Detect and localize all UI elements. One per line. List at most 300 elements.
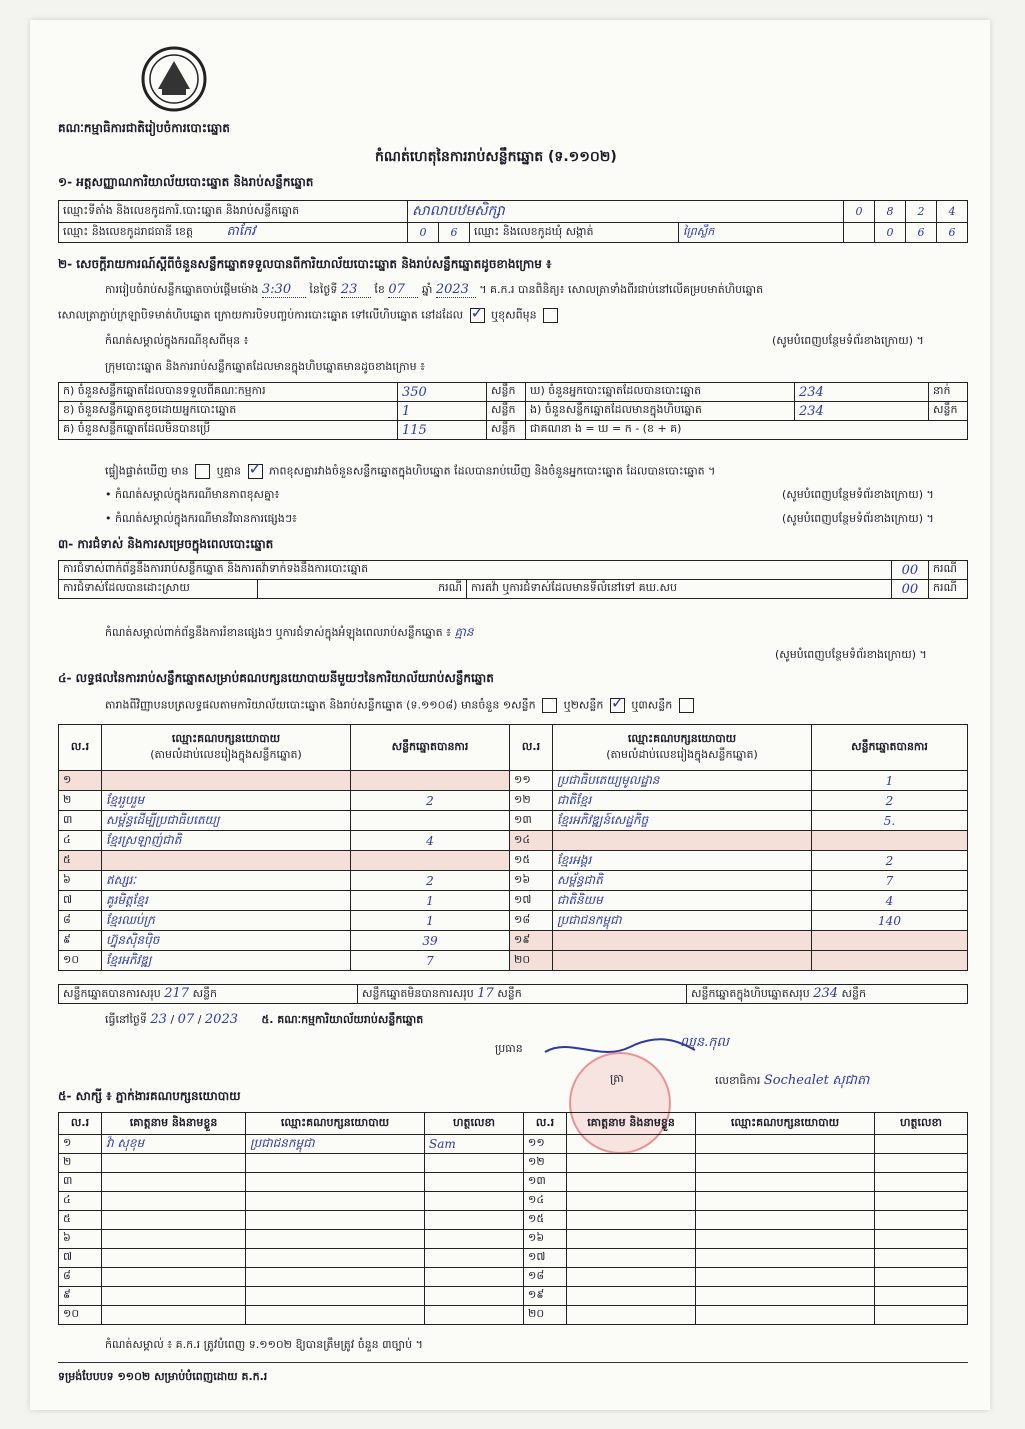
witness-no: ១១ <box>524 1135 567 1154</box>
witness-party <box>246 1287 425 1306</box>
witness-name: វ៉ា សុខុម <box>102 1135 246 1154</box>
nec-emblem-icon <box>138 45 210 113</box>
col-no: ល.រ <box>59 725 102 771</box>
witness-party <box>246 1268 425 1287</box>
diff-text: ភាពខុសគ្នារវាងចំនួនសន្លឹកឆ្នោតក្នុងហិបឆ្នោត ដែលបានរាប់ឃើញ និងចំនួនអ្នកបោះឆ្នោត ដែលបានបោះឆ្នោត ។ <box>269 464 716 478</box>
witness-empty-cell <box>696 1135 875 1154</box>
witness-name <box>102 1230 246 1249</box>
row1-code-digit: 4 <box>937 201 968 223</box>
row1-code-digit: 2 <box>906 201 937 223</box>
witness-empty-cell <box>875 1173 968 1192</box>
c-value: 115 <box>398 421 487 440</box>
footer-divider <box>58 1362 968 1363</box>
witness-col-sign-right: ហត្ថលេខា <box>875 1113 968 1135</box>
party-name: ខ្មែរអភិវឌ្ឍន៍សេដ្ឋកិច្ច <box>553 811 812 831</box>
three-sheet-checkbox[interactable] <box>679 698 694 713</box>
president-name: ឈុន.កុល <box>680 1035 729 1050</box>
party-votes: 4 <box>812 891 968 911</box>
ballot-count-table <box>58 382 968 440</box>
seal-label: ត្រា <box>610 1072 624 1085</box>
witness-signature: Sam <box>425 1135 524 1154</box>
witness-empty-cell <box>567 1192 696 1211</box>
party-votes <box>812 931 968 951</box>
form-code: ទម្រង់បែបបទ ១១០២ សម្រាប់បំពេញដោយ គ.ក.រ <box>58 1370 268 1383</box>
witness-party <box>246 1230 425 1249</box>
party-name: ខ្មែរអង្គរ <box>553 851 812 871</box>
party-name: ខ្មែរស្រឡាញ់ជាតិ <box>102 831 351 851</box>
witness-signature <box>425 1287 524 1306</box>
d-value: 234 <box>795 383 929 402</box>
committee-title: ៥. គណៈកម្មការិយាល័យរាប់សន្លឹកឆ្នោត <box>261 1013 424 1026</box>
witness-col-no-right: ល.រ <box>524 1113 567 1135</box>
witness-empty-cell <box>696 1154 875 1173</box>
party-name: ឥស្សរៈ <box>102 871 351 891</box>
form-page <box>30 20 990 1410</box>
province-code-digit: 0 <box>408 223 439 243</box>
president-label: ប្រធាន <box>495 1042 523 1055</box>
witness-no: ១៧ <box>524 1249 567 1268</box>
witness-col-name-right: គោត្តនាម និងនាមខ្លួន <box>567 1113 696 1135</box>
witness-empty-cell <box>696 1249 875 1268</box>
result-row <box>59 851 968 871</box>
witness-row <box>59 1268 968 1287</box>
form-title: កំណត់ហេតុនៃការរាប់សន្លឹកឆ្នោត (ទ.១១០២) <box>375 149 617 165</box>
witness-no: ៦ <box>59 1230 102 1249</box>
col-party-sub-right: (តាមលំដាប់លេខរៀងក្នុងសន្លឹកឆ្នោត) <box>606 747 758 761</box>
party-votes: 5. <box>812 811 968 831</box>
witness-empty-cell <box>875 1268 968 1287</box>
witness-party <box>246 1154 425 1173</box>
witness-empty-cell <box>567 1306 696 1325</box>
date-day: 23 <box>150 1012 167 1027</box>
witness-col-no: ល.រ <box>59 1113 102 1135</box>
resolved-label: ការជំទាស់ដែលបានដោះស្រាយ <box>59 580 258 599</box>
row2-label <box>59 223 408 243</box>
witness-party <box>246 1306 425 1325</box>
party-name: គូរមិត្តខ្មែរ <box>102 891 351 911</box>
totals-table <box>58 984 968 1004</box>
party-name <box>102 771 351 791</box>
section3-note-value: គ្មាន <box>454 625 474 639</box>
result-row <box>59 811 968 831</box>
province-label: ឈ្មោះ និងលេខកូដរាជធានី ខេត្ត <box>63 225 193 238</box>
party-no: ៩ <box>59 931 102 951</box>
party-no: ៤ <box>59 831 102 851</box>
resolved-unit: ករណី <box>258 580 467 599</box>
d-unit: នាក់ <box>929 383 968 402</box>
total-valid: 217 <box>164 985 190 1001</box>
witness-empty-cell <box>567 1173 696 1192</box>
witness-row <box>59 1154 968 1173</box>
witness-empty-cell <box>875 1211 968 1230</box>
province-value: តាកែវ <box>226 224 256 239</box>
witness-col-name: គោត្តនាម និងនាមខ្លួន <box>102 1113 246 1135</box>
date-month: 07 <box>177 1012 195 1027</box>
two-sheet-label: ឬ២សន្លឹក <box>563 698 604 712</box>
result-row <box>59 871 968 891</box>
party-votes: 2 <box>812 791 968 811</box>
commune-code-digit: 0 <box>875 223 906 243</box>
party-votes: 1 <box>812 771 968 791</box>
witness-no: ១២ <box>524 1154 567 1173</box>
section1-title: ១- អត្តសញ្ញាណ​ការិយាល័យបោះឆ្នោត និងរាប់សន្លឹកឆ្នោត <box>58 175 314 189</box>
objection-row1-unit: ករណី <box>929 561 968 580</box>
witness-party <box>246 1173 425 1192</box>
party-name <box>553 931 812 951</box>
party-name <box>102 851 351 871</box>
witness-name <box>102 1192 246 1211</box>
total-invalid-unit: សន្លឹក <box>497 986 522 1000</box>
row1-code-digit: 0 <box>844 201 875 223</box>
secretary-name-khmer: សុជាតា <box>832 1073 870 1088</box>
witness-empty-cell <box>696 1230 875 1249</box>
total-valid-label: សន្លឹកឆ្នោតបានការសរុប <box>63 986 161 1000</box>
result-row <box>59 771 968 791</box>
sheet-count-text: តារាងពីវិញ្ញាបនបត្រលទ្ធផលតាមការិយាល័យបោះឆ្នោត និងរាប់សន្លឹកឆ្នោត (ទ.១១០៨) មានចំនួន ១សន្លឹក <box>105 698 536 712</box>
same-checkbox[interactable] <box>470 308 485 323</box>
witness-name <box>102 1154 246 1173</box>
party-name <box>553 951 812 971</box>
objection-table <box>58 560 968 599</box>
party-votes: 1 <box>351 911 510 931</box>
witness-signature <box>425 1211 524 1230</box>
section3-note <box>105 624 474 642</box>
section4-line <box>105 698 697 715</box>
c-unit: សន្លឹក <box>487 421 526 440</box>
section3-note-suffix: (សូមបំពេញបន្ថែមទំព័រខាងក្រោយ) ។ <box>775 648 927 661</box>
witness-signature <box>425 1192 524 1211</box>
day-label: នៃថ្ងៃទី <box>309 283 338 296</box>
note2: • កំណត់សម្គាល់ក្នុងករណីមានវិធានការផ្សេងៗ៖ <box>105 512 297 525</box>
witness-party <box>246 1211 425 1230</box>
witness-empty-cell <box>875 1135 968 1154</box>
witness-empty-cell <box>875 1306 968 1325</box>
witness-empty-cell <box>696 1211 875 1230</box>
witness-no: ១០ <box>59 1306 102 1325</box>
party-votes: 2 <box>351 871 510 891</box>
one-sheet-checkbox[interactable] <box>542 698 557 713</box>
witness-empty-cell <box>875 1154 968 1173</box>
note1-suffix: (សូមបំពេញបន្ថែមទំព័រខាងក្រោយ) ។ <box>782 488 934 501</box>
start-month: 07 <box>388 282 418 298</box>
witness-no: ១ <box>59 1135 102 1154</box>
no-diff-checkbox[interactable] <box>248 464 263 479</box>
result-row <box>59 891 968 911</box>
party-no: ៨ <box>59 911 102 931</box>
section3-note-text: កំណត់សម្គាល់ពាក់ព័ន្ធនឹងការរំខានផ្សេងៗ ឬការជំទាស់ក្នុងអំឡុងពេលរាប់សន្លឹកឆ្នោត ៖ <box>105 626 451 639</box>
party-no: ១០ <box>59 951 102 971</box>
result-row <box>59 831 968 851</box>
party-no: ១២ <box>510 791 553 811</box>
note2-suffix: (សូមបំពេញបន្ថែមទំព័រខាងក្រោយ) ។ <box>782 512 934 525</box>
party-name: ជាតិនិយម <box>553 891 812 911</box>
has-diff-checkbox[interactable] <box>195 464 210 479</box>
party-name: សម្ព័ន្ធដើម្បីប្រជាធិបតេយ្យ <box>102 811 351 831</box>
has-diff-label: ផ្ទៀងផ្ទាត់ឃើញ មាន <box>105 464 189 478</box>
party-name: ប្រជាធិបតេយ្យមូលដ្ឋាន <box>553 771 812 791</box>
witness-no: ៨ <box>59 1268 102 1287</box>
witness-empty-cell <box>875 1287 968 1306</box>
section3-title: ៣- ការជំទាស់ និងការសម្រេចក្នុងពេលបោះឆ្នោត <box>58 537 274 551</box>
col-votes: សន្លឹកឆ្នោតបានការ <box>351 725 510 771</box>
forwarded-label: ការតវ៉ា ឬការជំទាស់ដែលមានទីលំនៅទៅ គឃ.សប <box>467 580 892 599</box>
date-line: ធ្វើនៅថ្ងៃទី 23 / 07 / 2023 ៥. គណៈកម្មការិយាល័យរាប់សន្លឹកឆ្នោត <box>105 1012 424 1027</box>
party-no: ១៨ <box>510 911 553 931</box>
party-votes: 7 <box>812 871 968 891</box>
a-label: ក) ចំនួនសន្លឹកឆ្នោតដែលបានទទួលពីគណៈកម្មការ <box>59 383 398 402</box>
party-no: ១៦ <box>510 871 553 891</box>
witness-row <box>59 1173 968 1192</box>
start-day: 23 <box>341 282 371 298</box>
total-valid-unit: សន្លឹក <box>192 986 218 1000</box>
formula: ជាគណនា ង = ឃ = ក - (ខ + គ) <box>526 421 968 440</box>
witness-no: ១៤ <box>524 1192 567 1211</box>
witness-col-party-right: ឈ្មោះគណបក្សនយោបាយ <box>696 1113 875 1135</box>
commune-label: ឈ្មោះ និងលេខកូដឃុំ សង្កាត់ <box>470 223 679 243</box>
party-votes <box>351 811 510 831</box>
start-year: 2023 <box>436 282 476 298</box>
witness-empty-cell <box>567 1230 696 1249</box>
witness-signature <box>425 1173 524 1192</box>
section2-line3-note: (សូមបំពេញបន្ថែមទំព័រខាងក្រោយ) ។ <box>772 334 924 347</box>
commune-code-digit: 6 <box>937 223 968 243</box>
party-no: ១៥ <box>510 851 553 871</box>
party-no: ៦ <box>59 871 102 891</box>
results-table <box>58 724 968 971</box>
witness-name <box>102 1268 246 1287</box>
witness-col-party: ឈ្មោះគណបក្សនយោបាយ <box>246 1113 425 1135</box>
section2-line3: កំណត់សម្គាល់ក្នុងករណីខុសពីមុន ៖ <box>105 334 249 347</box>
total-box-unit: សន្លឹក <box>841 986 866 1000</box>
party-no: ១៤ <box>510 831 553 851</box>
witness-signature <box>425 1306 524 1325</box>
row1-code-digit: 8 <box>875 201 906 223</box>
witness-party <box>246 1249 425 1268</box>
witness-signature <box>425 1268 524 1287</box>
party-no: ៥ <box>59 851 102 871</box>
party-name: ហ្វ៊ុនស៊ិនប៉ិច <box>102 931 351 951</box>
row1-value: សាលាបឋមសិក្សា <box>408 201 844 223</box>
commune-value: ព្រៃស្លឹក <box>679 223 844 243</box>
party-votes <box>812 951 968 971</box>
total-box: 234 <box>813 985 839 1001</box>
total-invalid: 17 <box>477 985 494 1001</box>
witness-party: ប្រជាជនកម្ពុជា <box>246 1135 425 1154</box>
a-unit: សន្លឹក <box>487 383 526 402</box>
party-votes: 140 <box>812 911 968 931</box>
col-no-right: ល.រ <box>510 725 553 771</box>
witness-no: ២០ <box>524 1306 567 1325</box>
section2-line1 <box>105 282 763 299</box>
witness-empty-cell <box>567 1211 696 1230</box>
witness-empty-cell <box>875 1230 968 1249</box>
a-value: 350 <box>398 383 487 402</box>
witness-party <box>246 1192 425 1211</box>
witness-empty-cell <box>696 1306 875 1325</box>
witness-row <box>59 1211 968 1230</box>
date-label: ធ្វើនៅថ្ងៃទី <box>105 1013 147 1026</box>
witness-no: ៥ <box>59 1211 102 1230</box>
witness-no: ២ <box>59 1154 102 1173</box>
start-time-label: ការរៀបចំរាប់សន្លឹកឆ្នោតចាប់ផ្ដើមម៉ោង <box>105 283 259 296</box>
party-no: ១ <box>59 771 102 791</box>
party-name <box>553 831 812 851</box>
footnote: កំណត់សម្គាល់ ៖ គ.ក.រ ត្រូវបំពេញ ទ.១១០២ ឱ្យបានត្រឹមត្រូវ ចំនួន ៣ច្បាប់ ។ <box>105 1338 423 1351</box>
changed-label: ឬខុសពីមុន <box>491 308 537 322</box>
line1-tail: ។ គ.ក.រ បានពិនិត្យ៖ សោលត្រាទាំងពីរជាប់នៅលើគម្របមាត់ហិបឆ្នោត <box>479 283 764 296</box>
witness-row <box>59 1249 968 1268</box>
commune-code-digit: 6 <box>906 223 937 243</box>
result-row <box>59 911 968 931</box>
party-no: ៣ <box>59 811 102 831</box>
witness-empty-cell <box>696 1287 875 1306</box>
witness-signature <box>425 1154 524 1173</box>
witness-empty-cell <box>875 1249 968 1268</box>
witness-no: ១៨ <box>524 1268 567 1287</box>
forwarded-unit: ករណី <box>929 580 968 599</box>
witness-name <box>102 1287 246 1306</box>
d-label: ឃ) ចំនួនអ្នកបោះឆ្នោតដែលបានបោះឆ្នោត <box>526 383 795 402</box>
year-label: ឆ្នាំ <box>421 283 433 296</box>
result-row <box>59 791 968 811</box>
witness-name <box>102 1173 246 1192</box>
two-sheet-checkbox[interactable] <box>610 698 625 713</box>
witness-no: ៩ <box>59 1287 102 1306</box>
witness-name <box>102 1306 246 1325</box>
total-box-label: សន្លឹកឆ្នោតក្នុងហិបឆ្នោតសរុប <box>691 986 810 1000</box>
witness-signature <box>425 1249 524 1268</box>
party-no: ១៣ <box>510 811 553 831</box>
party-votes: 2 <box>812 851 968 871</box>
witness-no: ៤ <box>59 1192 102 1211</box>
col-party-title-right: ឈ្មោះគណបក្សនយោបាយ <box>627 731 737 745</box>
col-party-right <box>553 725 812 771</box>
section4-title: ៤- លទ្ធផលនៃការរាប់សន្លឹកឆ្នោតសម្រាប់គណបក្សនយោបាយនីមួយៗនៃការិយាល័យរាប់សន្លឹកឆ្នោត <box>58 671 494 685</box>
party-no: ២០ <box>510 951 553 971</box>
start-time: 3:30 <box>262 282 306 298</box>
org-name: គណៈកម្មាធិការជាតិរៀបចំការបោះឆ្នោត <box>58 121 230 135</box>
witness-empty-cell <box>567 1154 696 1173</box>
row1-label: ឈ្មោះទីតាំង និងលេខកូដការិ.បោះឆ្នោត និងរាប់សន្លឹកឆ្នោត <box>59 201 408 223</box>
witness-empty-cell <box>567 1249 696 1268</box>
witness-empty-cell <box>875 1192 968 1211</box>
month-label: ខែ <box>374 283 385 296</box>
party-name: ខ្មែរឈប់ក្រ <box>102 911 351 931</box>
seal-text: សោលត្រាភ្ជាប់ក្រឡាបិទមាត់ហិបឆ្នោត ក្រោយការបិទបញ្ចប់ការបោះឆ្នោត ទៅលើហិបឆ្នោត នៅដដែល <box>58 308 464 322</box>
total-invalid-label: សន្លឹកឆ្នោតមិនបានការសរុប <box>362 986 474 1000</box>
witness-row <box>59 1192 968 1211</box>
section2-line5 <box>105 464 715 481</box>
party-votes: 7 <box>351 951 510 971</box>
no-diff-label: ឬគ្មាន <box>216 464 242 478</box>
witness-row <box>59 1230 968 1249</box>
b-label: ខ) ចំនួនសន្លឹកឆ្នោតខូចដោយអ្នកបោះឆ្នោត <box>59 402 398 421</box>
witness-row <box>59 1287 968 1306</box>
witness-empty-cell <box>567 1135 696 1154</box>
secretary-line <box>715 1072 869 1091</box>
note1: • កំណត់សម្គាល់ក្នុងករណីមានភាពខុសគ្នា៖ <box>105 488 280 501</box>
col-votes-right: សន្លឹកឆ្នោតបានការ <box>812 725 968 771</box>
party-votes: 39 <box>351 931 510 951</box>
witness-no: ១៣ <box>524 1173 567 1192</box>
witness-no: ១៦ <box>524 1230 567 1249</box>
party-name: ជាតិខ្មែរ <box>553 791 812 811</box>
section2-line2 <box>58 308 561 325</box>
party-no: ១៧ <box>510 891 553 911</box>
party-votes <box>812 831 968 851</box>
party-no: ១១ <box>510 771 553 791</box>
party-votes <box>351 851 510 871</box>
c-label: គ) ចំនួនសន្លឹកឆ្នោតដែលមិនបានប្រើ <box>59 421 398 440</box>
witness-row <box>59 1306 968 1325</box>
section2-line4: ក្រុមបោះឆ្នោត និងការរាប់សន្លឹកឆ្នោតដែលមានក្នុងហិបឆ្នោតមានដូចខាងក្រោម ៖ <box>105 360 425 373</box>
e-unit: សន្លឹក <box>929 402 968 421</box>
party-name: ប្រជាជនកម្ពុជា <box>553 911 812 931</box>
witness-no: ៣ <box>59 1173 102 1192</box>
party-no: ២ <box>59 791 102 811</box>
objection-row1-label: ការជំទាស់ពាក់ព័ន្ធនឹងការរាប់សន្លឹកឆ្នោត និងការតវ៉ាទាក់ទងនឹងការបោះឆ្នោត <box>59 561 892 580</box>
province-code-digit: 6 <box>439 223 470 243</box>
witness-name <box>102 1211 246 1230</box>
witness-name <box>102 1249 246 1268</box>
col-party-title: ឈ្មោះគណបក្សនយោបាយ <box>171 731 281 745</box>
party-no: ៧ <box>59 891 102 911</box>
party-votes: 4 <box>351 831 510 851</box>
witness-no: ៧ <box>59 1249 102 1268</box>
witness-signature <box>425 1230 524 1249</box>
e-label: ង) ចំនួនសន្លឹកឆ្នោតដែលមានក្នុងហិបឆ្នោត <box>526 402 795 421</box>
result-row <box>59 951 968 971</box>
secretary-label: លេខាធិការ <box>715 1074 761 1087</box>
witness-col-sign: ហត្ថលេខា <box>425 1113 524 1135</box>
date-year: 2023 <box>204 1012 238 1027</box>
three-sheet-label: ឬ៣សន្លឹក <box>631 698 673 712</box>
party-votes: 1 <box>351 891 510 911</box>
col-party-sub: (តាមលំដាប់លេខរៀងក្នុងសន្លឹកឆ្នោត) <box>150 747 302 761</box>
witness-row <box>59 1135 968 1154</box>
party-name: ខ្មែររួបរួម <box>102 791 351 811</box>
party-name: ខ្មែរអភិវឌ្ឍ <box>102 951 351 971</box>
total-invalid-cell <box>358 985 687 1004</box>
witness-empty-cell <box>567 1287 696 1306</box>
section5-title: ៥- សាក្សី ៖ ភ្នាក់ងារគណបក្សនយោបាយ <box>58 1089 241 1103</box>
identity-table <box>58 200 968 243</box>
secretary-name: Sochealet <box>763 1073 829 1088</box>
party-no: ១៩ <box>510 931 553 951</box>
witness-empty-cell <box>696 1268 875 1287</box>
witness-empty-cell <box>696 1192 875 1211</box>
party-votes <box>351 771 510 791</box>
total-valid-cell <box>59 985 358 1004</box>
witness-empty-cell <box>567 1268 696 1287</box>
witness-no: ១៩ <box>524 1287 567 1306</box>
section2-title: ២- សេចក្ដីរាយការណ៍ស្ដីពីចំនួនសន្លឹកឆ្នោតទទួលបានពីការិយាល័យបោះឆ្នោត និងរាប់សន្លឹកឆ្នោតដូចខាងក្រោម ៖ <box>58 257 552 271</box>
objection-row1-value: 00 <box>891 561 928 580</box>
b-unit: សន្លឹក <box>487 402 526 421</box>
witness-empty-cell <box>696 1173 875 1192</box>
party-votes: 2 <box>351 791 510 811</box>
result-row <box>59 931 968 951</box>
e-value: 234 <box>795 402 929 421</box>
party-name: សម្ព័ន្ធជាតិ <box>553 871 812 891</box>
total-box-cell <box>687 985 968 1004</box>
b-value: 1 <box>398 402 487 421</box>
col-party <box>102 725 351 771</box>
witness-table <box>58 1112 968 1325</box>
witness-no: ១៥ <box>524 1211 567 1230</box>
forwarded-value: 00 <box>891 580 928 599</box>
changed-checkbox[interactable] <box>543 308 558 323</box>
